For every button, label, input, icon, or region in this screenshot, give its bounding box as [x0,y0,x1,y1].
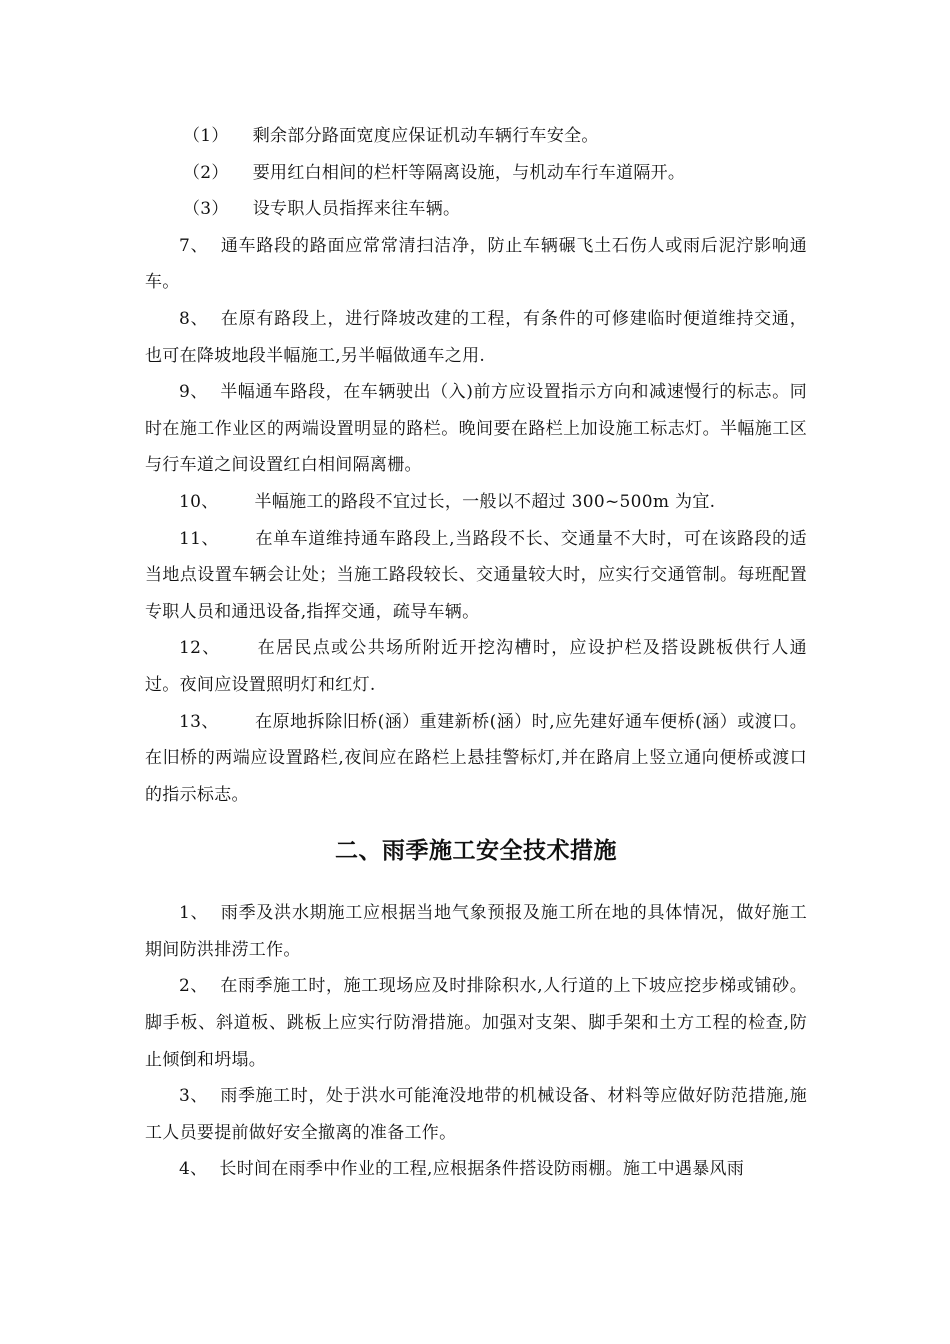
list-item-8 [145,301,807,374]
list-item-10 [145,484,807,521]
document-page [145,118,807,1188]
list-item-13 [145,704,807,814]
item-number: （1） [183,126,229,146]
item-text: 在雨季施工时，施工现场应及时排除积水,人行道的上下坡应挖步梯或铺砂。脚手板、斜道板、跳板上应实行防滑措施。加强对支架、脚手架和土方工程的检查,防止倾倒和坍塌。 [145,976,807,1070]
list-item-9 [145,374,807,484]
item-number: 11、 [179,528,220,549]
item-text: 雨季及洪水期施工应根据当地气象预报及施工所在地的具体情况，做好施工期间防洪排涝工作。 [145,903,807,960]
item-text: 在原地拆除旧桥(涵）重建新桥(涵）时,应先建好通车便桥(涵）或渡口。在旧桥的两端应设置路栏,夜间应在路栏上悬挂警标灯,并在路肩上竖立通向便桥或渡口的指示标志。 [145,711,807,805]
item-number: 10、 [179,491,219,512]
item-text: 半幅通车路段，在车辆驶出（入)前方应设置指示方向和减速慢行的标志。同时在施工作业区的两端设置明显的路栏。晚间要在路栏上加设施工标志灯。半幅施工区与行车道之间设置红白相间隔离栅。 [145,382,807,476]
list-item-sub-3 [145,191,807,228]
item-text: 设专职人员指挥来往车辆。 [252,199,461,220]
item-text: 在原有路段上，进行降坡改建的工程，有条件的可修建临时便道维持交通，也可在降坡地段半幅施工,另半幅做通车之用. [145,308,807,366]
list-item-4 [145,1151,807,1188]
list-item-2 [145,968,807,1078]
list-item-11 [145,521,807,631]
list-item-3 [145,1078,807,1151]
item-text: 要用红白相间的栏杆等隔离设施，与机动车行车道隔开。 [252,162,686,183]
list-item-sub-1 [145,118,807,155]
list-item-1 [145,895,807,968]
item-number: 4、 [179,1159,208,1180]
item-number: 13、 [179,711,219,732]
item-number: 9、 [179,382,208,403]
item-text: 在居民点或公共场所附近开挖沟槽时，应设护栏及搭设跳板供行人通过。夜间应设置照明灯和红灯. [145,638,807,695]
item-number: 3、 [179,1086,209,1107]
list-item-12 [145,630,807,703]
list-item-sub-2 [145,155,807,192]
item-number: 7、 [179,235,209,256]
item-text: 在单车道维持通车路段上,当路段不长、交通量不大时，可在该路段的适当地点设置车辆会让处；当施工路段较长、交通量较大时，应实行交通管制。每班配置专职人员和通迅设备,指挥交通，疏导车辆。 [145,528,807,622]
item-text: 长时间在雨季中作业的工程,应根据条件搭设防雨棚。施工中遇暴风雨 [219,1159,745,1180]
item-number: （3） [183,199,229,220]
item-text: 雨季施工时，处于洪水可能淹没地带的机械设备、材料等应做好防范措施,施工人员要提前做好安全撤离的准备工作。 [145,1086,807,1143]
item-number: 8、 [179,308,209,329]
item-text: 通车路段的路面应常常清扫洁净，防止车辆碾飞土石伤人或雨后泥泞影响通车。 [145,235,807,293]
item-number: 1、 [179,903,209,924]
item-text: 半幅施工的路段不宜过长，一般以不超过 300~500m 为宜. [254,491,716,512]
item-number: 2、 [179,976,209,997]
item-number: （2） [183,162,229,183]
list-item-7 [145,228,807,301]
item-number: 12、 [179,638,221,659]
section-heading: 二、雨季施工安全技术措施 [335,838,617,865]
item-text: 剩余部分路面宽度应保证机动车辆行车安全。 [252,126,599,146]
